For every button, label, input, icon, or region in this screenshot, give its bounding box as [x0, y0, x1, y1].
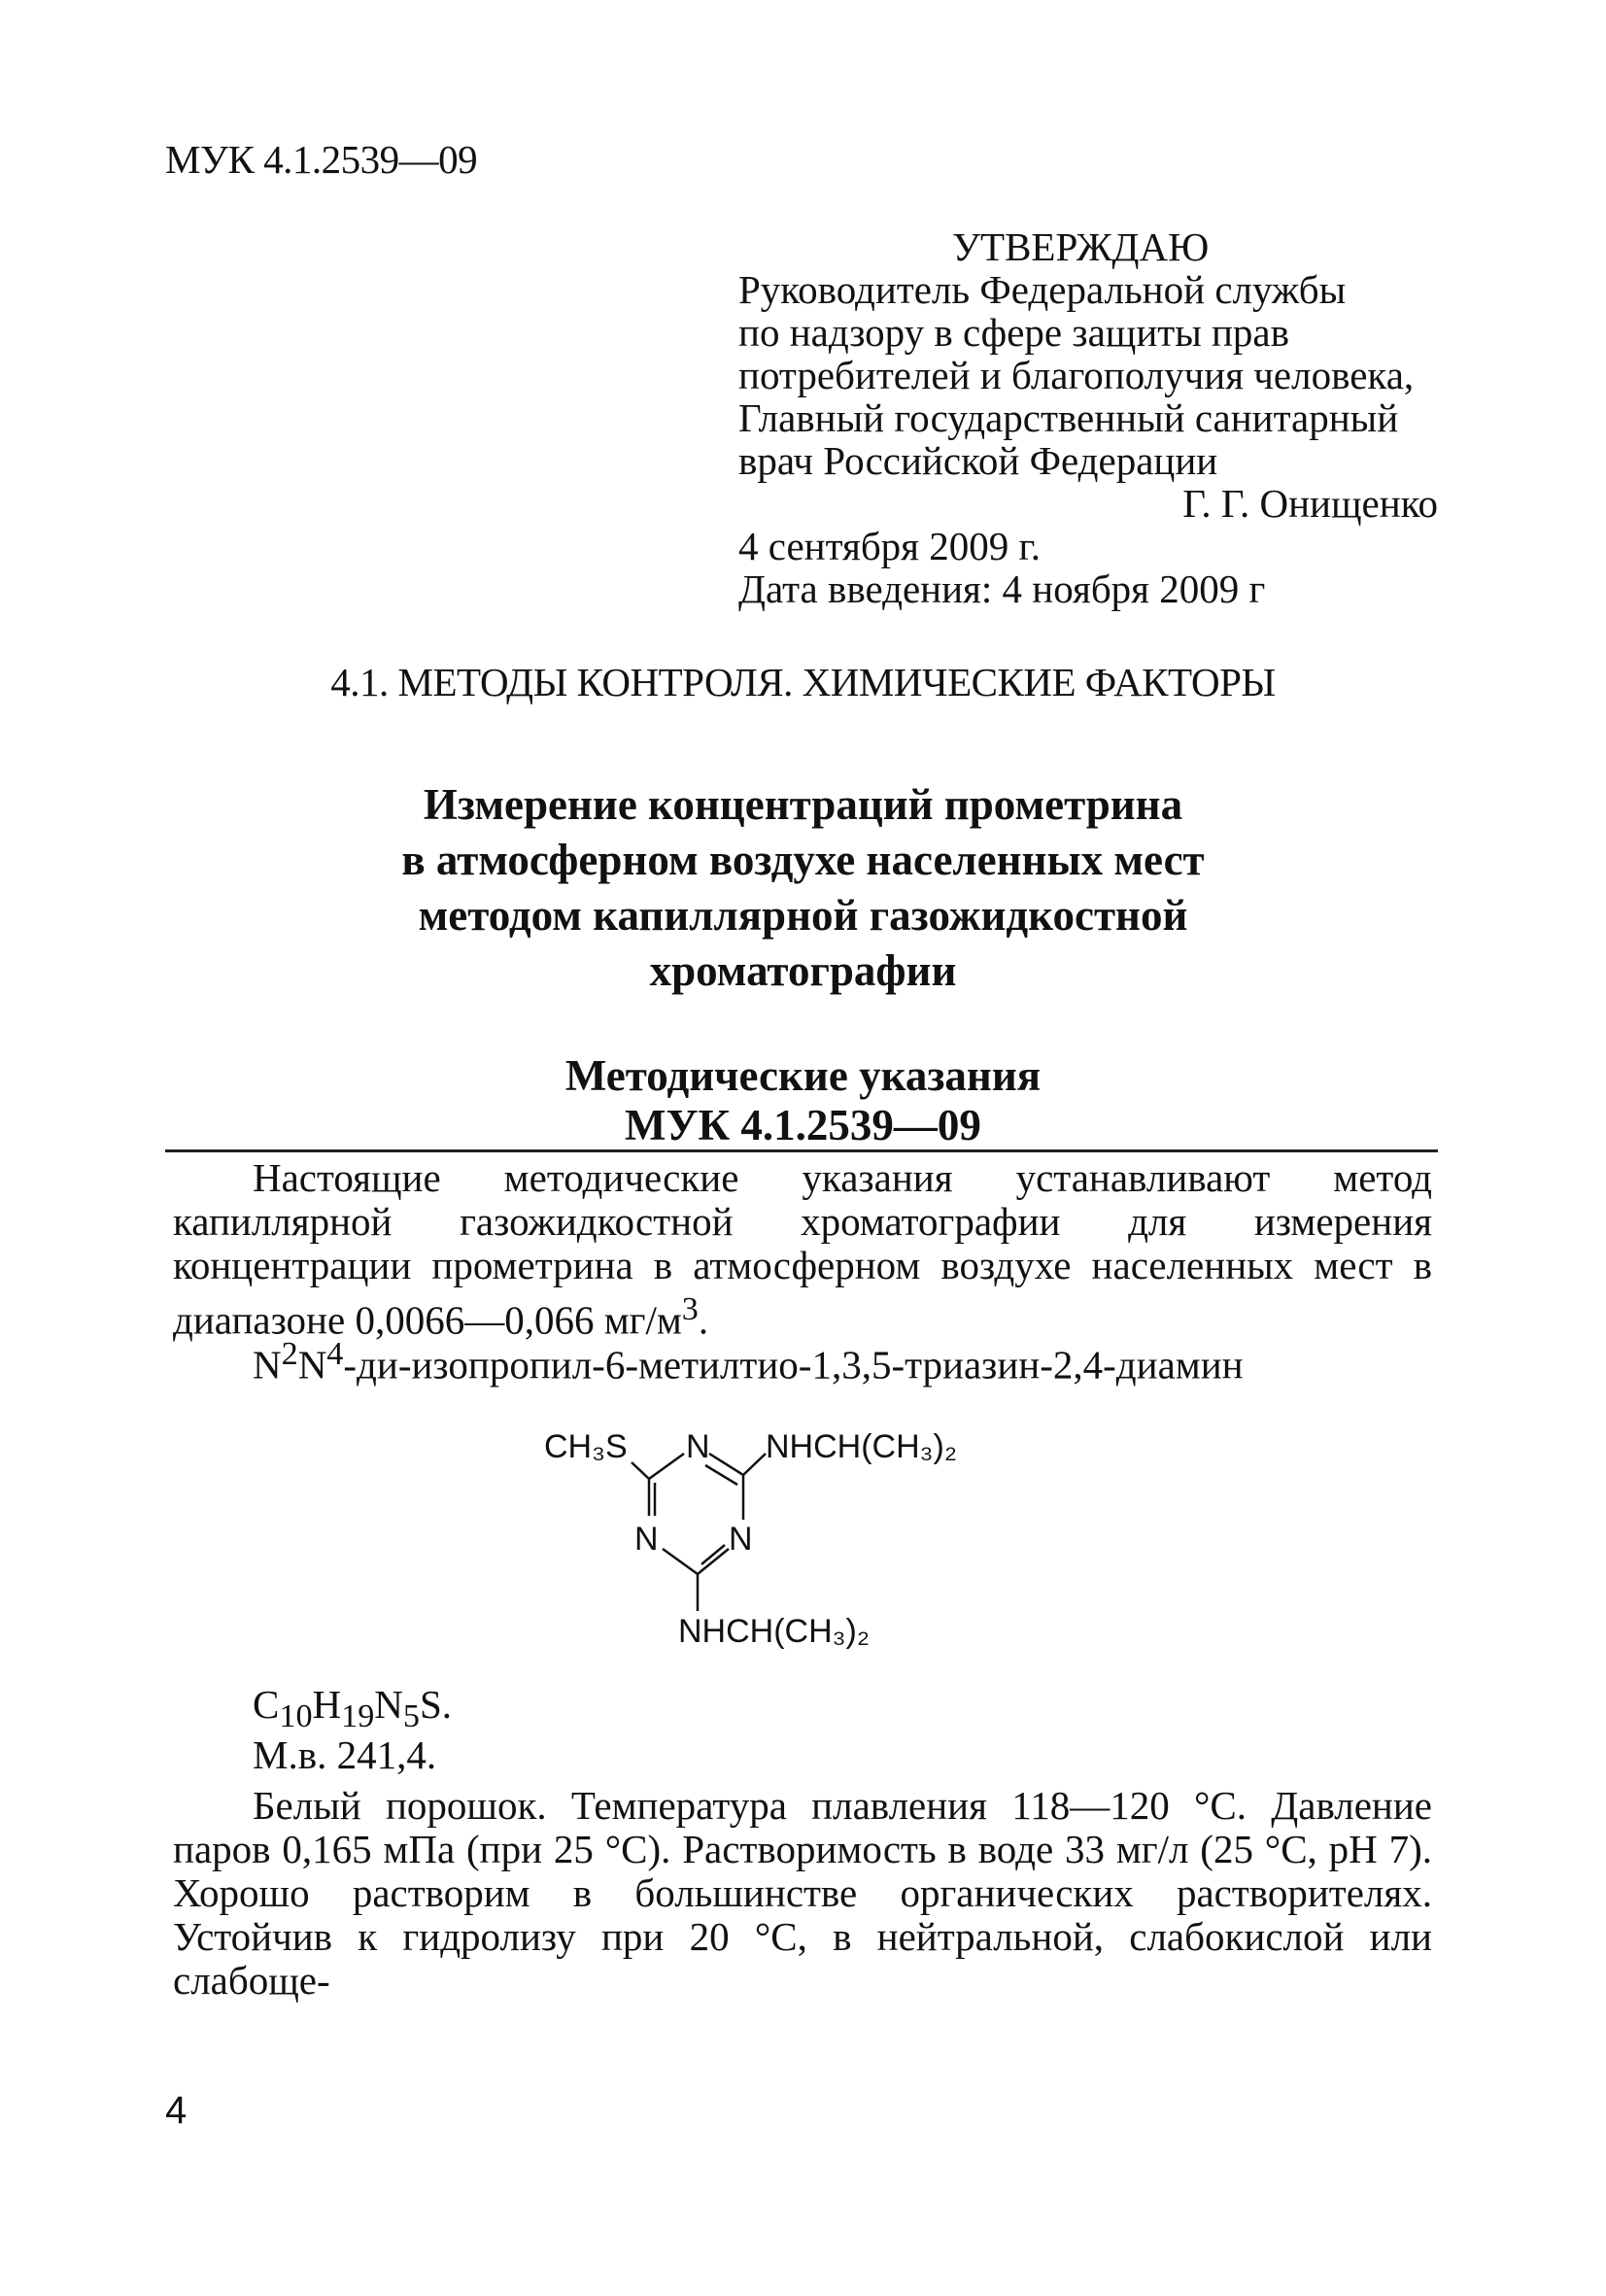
- structural-formula: [544, 1419, 1088, 1681]
- intro-text: Настоящие методические указания устанавливают метод капиллярной газожидкостной хроматографии для измерения концентрации прометрина в атмосферном воздухе населенных мест в диапазоне 0,0066—0,066 мг/м: [173, 1155, 1432, 1343]
- page-number: 4: [165, 2089, 188, 2132]
- approval-line: потребителей и благополучия человека,: [738, 353, 1415, 397]
- molecular-formula: [253, 1681, 452, 1735]
- chem-name-sup2: 4: [326, 1336, 344, 1372]
- formula-c-sub: 10: [279, 1698, 313, 1735]
- unit-exponent: 3: [681, 1291, 699, 1327]
- chem-name-n1: N: [253, 1342, 282, 1388]
- title-line: хроматографии: [649, 946, 957, 995]
- approval-line: Главный государственный санитарный: [738, 395, 1399, 440]
- ring-n-top: N: [686, 1428, 710, 1465]
- formula-h: H: [312, 1682, 342, 1727]
- chem-name-sup1: 2: [281, 1336, 298, 1372]
- molecular-weight: М.в. 241,4.: [253, 1732, 437, 1777]
- effective-date: Дата введения: 4 ноября 2009 г: [738, 566, 1266, 611]
- formula-c: C: [253, 1682, 280, 1727]
- document-subtitle: [0, 1051, 1606, 1150]
- title-line: методом капиллярной газожидкостной: [418, 891, 1188, 940]
- document-code: МУК 4.1.2539—09: [165, 137, 478, 182]
- approval-heading: УТВЕРЖДАЮ: [952, 224, 1210, 269]
- ring-n-left: N: [634, 1521, 659, 1558]
- title-line: Измерение концентраций прометрина: [423, 780, 1183, 829]
- approval-line: врач Российской Федерации: [738, 438, 1218, 483]
- title-line: в атмосферном воздухе населенных мест: [401, 836, 1205, 884]
- approval-line: Руководитель Федеральной службы: [738, 267, 1347, 312]
- chemical-name: [253, 1336, 1244, 1388]
- formula-tail: S.: [419, 1682, 453, 1727]
- intro-end: .: [698, 1297, 709, 1343]
- bottom-group: NHCH(CH₃)₂: [678, 1613, 871, 1650]
- left-group: CH₃S: [544, 1428, 628, 1465]
- subtitle-kind: Методические указания: [564, 1051, 1042, 1100]
- approval-date: 4 сентября 2009 г.: [738, 524, 1041, 568]
- ring-n-right: N: [729, 1521, 753, 1558]
- intro-paragraph: [173, 1156, 1432, 1343]
- chem-name-n2: N: [297, 1342, 327, 1388]
- formula-h-sub: 19: [341, 1698, 375, 1735]
- approval-line: по надзору в сфере защиты прав: [738, 310, 1289, 355]
- section-heading: 4.1. МЕТОДЫ КОНТРОЛЯ. ХИМИЧЕСКИЕ ФАКТОРЫ: [330, 660, 1276, 704]
- formula-n-sub: 5: [402, 1698, 420, 1735]
- document-title: [0, 777, 1606, 999]
- formula-n: N: [374, 1682, 403, 1727]
- approval-block: [738, 225, 1438, 610]
- properties-paragraph: Белый порошок. Температура плавления 118—120 °С. Давление паров 0,165 мПа (при 25 °С). Растворимость в воде 33 мг/л (25 °С, рН 7). Хорошо растворим в большинстве органических растворителях. Устойчив к гидролизу при 20 °С, в нейтральной, слабокислой или слабоще-: [173, 1783, 1432, 2003]
- subtitle-code: МУК 4.1.2539—09: [625, 1101, 981, 1149]
- right-group: NHCH(CH₃)₂: [766, 1428, 958, 1465]
- signatory-name: Г. Г. Онищенко: [1182, 481, 1438, 526]
- chem-name-rest: -ди-изопропил-6-метилтио-1,3,5-триазин-2,4-диамин: [343, 1342, 1244, 1388]
- horizontal-rule: [165, 1149, 1438, 1152]
